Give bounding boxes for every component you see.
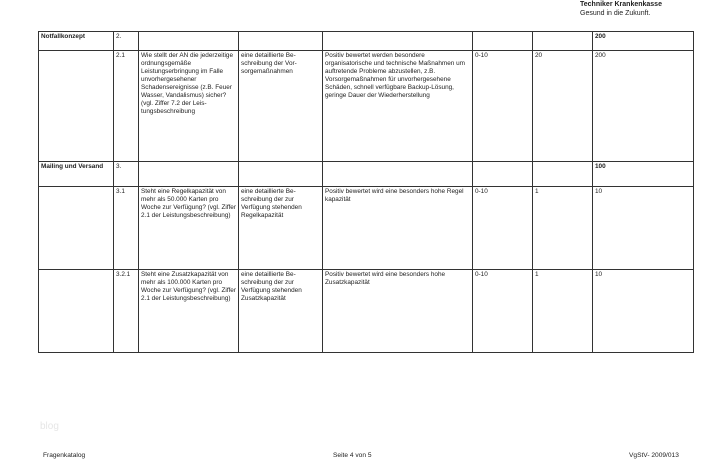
weight-cell: 1: [533, 187, 593, 270]
range-cell: 0-10: [473, 51, 533, 162]
weight-cell: 1: [533, 270, 593, 353]
footer-reference: VgStV- 2009/013: [629, 452, 679, 459]
assessment-cell: Positiv bewertet wird eine besonders hohe Zusatzkapazität: [323, 270, 473, 353]
evidence-cell: [239, 32, 323, 51]
points-cell: 200: [593, 51, 694, 162]
footer-left: Fragenkatalog: [43, 452, 86, 459]
table-row: [39, 162, 694, 187]
number-cell: 3.: [114, 162, 139, 187]
range-cell: 0-10: [473, 270, 533, 353]
table-row: [39, 51, 694, 162]
number-cell: 2.: [114, 32, 139, 51]
question-cell: Steht eine Zusatzkapazität von mehr als 100.000 Karten pro Woche zur Verfügung? (vgl. Ziffer 2.1 der Leistungsbeschreibung): [139, 270, 239, 353]
range-cell: 0-10: [473, 187, 533, 270]
section-cell: [39, 270, 114, 353]
company-name: Techniker Krankenkasse: [580, 1, 662, 8]
company-slogan: Gesund in die Zukunft.: [580, 9, 651, 17]
page-header: [580, 1, 662, 18]
number-cell: 2.1: [114, 51, 139, 162]
table-row: [39, 187, 694, 270]
weight-cell: 20: [533, 51, 593, 162]
questionnaire-table: [38, 31, 694, 353]
points-cell: 10: [593, 270, 694, 353]
evidence-cell: eine detaillierte Beschreibung der zur Verfügung stehenden Regelkapazität: [239, 187, 323, 270]
number-cell: 3.1: [114, 187, 139, 270]
weight-cell: [533, 32, 593, 51]
range-cell: [473, 32, 533, 51]
question-cell: Wie stellt der AN die jederzeitige ordnungsgemäße Leistungserbringung im Falle unvorhergesehener Schadensereignisse (z.B. Feuer Wasser, Vandalismus) sicher? (vgl. Ziffer 7.2 der Leistungsbeschreibung: [139, 51, 239, 162]
number-cell: 3.2.1: [114, 270, 139, 353]
points-cell: 200: [593, 32, 694, 51]
section-cell: [39, 51, 114, 162]
question-cell: [139, 162, 239, 187]
range-cell: [473, 162, 533, 187]
table-row: [39, 270, 694, 353]
table-row: [39, 32, 694, 51]
weight-cell: [533, 162, 593, 187]
footer-page-number: Seite 4 von 5: [333, 452, 372, 459]
points-cell: 100: [593, 162, 694, 187]
assessment-cell: Positiv bewertet wird eine besonders hohe Regel kapazität: [323, 187, 473, 270]
section-cell: Notfallkonzept: [39, 32, 114, 51]
evidence-cell: [239, 162, 323, 187]
evidence-cell: eine detaillierte Beschreibung der zur Verfügung stehenden Zusatzkapazität: [239, 270, 323, 353]
evidence-cell: eine detaillierte Beschreibung der Vorsorgemaßnahmen: [239, 51, 323, 162]
points-cell: 10: [593, 187, 694, 270]
assessment-cell: [323, 162, 473, 187]
section-cell: Mailing und Versand: [39, 162, 114, 187]
assessment-cell: Positiv bewertet werden besondere organisatorische und technische Maßnahmen um auftretende Probleme abzustellen, z.B. Vorsorgemaßnahmen für unvorhergesehene Schäden, schnell verfügbare Backup-Lösung, geringe Dauer der Wiederherstellung: [323, 51, 473, 162]
question-cell: Steht eine Regelkapazität von mehr als 50.000 Karten pro Woche zur Verfügung? (vgl. Ziffer 2.1 der Leistungsbeschreibung): [139, 187, 239, 270]
assessment-cell: [323, 32, 473, 51]
question-cell: [139, 32, 239, 51]
section-cell: [39, 187, 114, 270]
watermark: blog: [40, 421, 59, 432]
